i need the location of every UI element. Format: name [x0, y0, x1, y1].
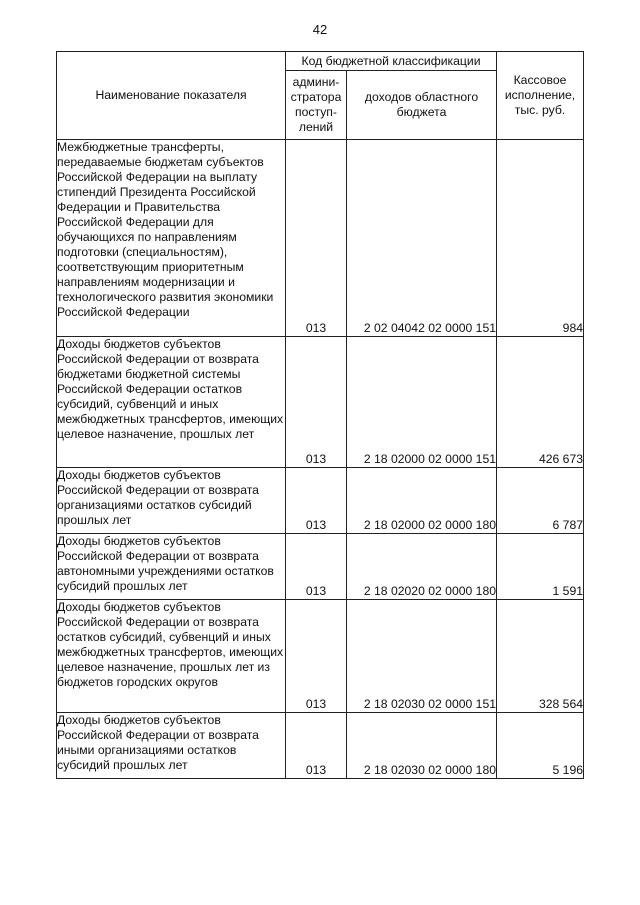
row-income-code: 2 18 02000 02 0000 180	[347, 468, 497, 534]
row-income-code: 2 18 02020 02 0000 180	[347, 534, 497, 600]
row-name: Доходы бюджетов субъектов Российской Федерации от возврата организациями остатков субсидий прошлых лет	[57, 468, 286, 534]
table-row	[57, 600, 584, 713]
table-row	[57, 140, 584, 337]
row-amount: 1 591	[497, 534, 584, 600]
row-amount: 426 673	[497, 337, 584, 468]
row-name: Межбюджетные трансферты, передаваемые бюджетам субъектов Российской Федерации на выплату стипендий Президента Российской Федерации и Правительства Российской Федерации для обучающихся по направлениям подготовки (специальностям), соответствующим приоритетным направлениям модернизации и технологического развития экономики Российской Федерации	[57, 140, 286, 337]
row-income-code: 2 18 02000 02 0000 151	[347, 337, 497, 468]
table-row	[57, 713, 584, 779]
row-name: Доходы бюджетов субъектов Российской Федерации от возврата иными организациями остатков субсидий прошлых лет	[57, 713, 286, 779]
table-row	[57, 468, 584, 534]
header-income: доходов областного бюджета	[347, 71, 497, 140]
row-income-code: 2 02 04042 02 0000 151	[347, 140, 497, 337]
table-row	[57, 337, 584, 468]
row-admin-code: 013	[286, 140, 347, 337]
page-number: 42	[312, 22, 328, 37]
row-admin-code: 013	[286, 534, 347, 600]
table-header	[57, 52, 584, 140]
header-name: Наименование показателя	[57, 52, 286, 140]
row-amount: 328 564	[497, 600, 584, 713]
row-name: Доходы бюджетов субъектов Российской Федерации от возврата автономными учреждениями остатков субсидий прошлых лет	[57, 534, 286, 600]
header-amount: Кассовое исполнение, тыс. руб.	[497, 52, 584, 140]
row-admin-code: 013	[286, 713, 347, 779]
header-admin: админи-стратора поступ-лений	[286, 71, 347, 140]
row-admin-code: 013	[286, 337, 347, 468]
row-name: Доходы бюджетов субъектов Российской Федерации от возврата остатков субсидий, субвенций и иных межбюджетных трансфертов, имеющих целевое назначение, прошлых лет из бюджетов городских округов	[57, 600, 286, 713]
table-row	[57, 534, 584, 600]
row-name: Доходы бюджетов субъектов Российской Федерации от возврата бюджетами бюджетной системы Российской Федерации остатков субсидий, субвенций и иных межбюджетных трансфертов, имеющих целевое назначение, прошлых лет	[57, 337, 286, 468]
row-income-code: 2 18 02030 02 0000 151	[347, 600, 497, 713]
header-code-group: Код бюджетной классификации	[286, 52, 497, 71]
row-amount: 984	[497, 140, 584, 337]
row-income-code: 2 18 02030 02 0000 180	[347, 713, 497, 779]
row-admin-code: 013	[286, 600, 347, 713]
row-amount: 6 787	[497, 468, 584, 534]
budget-table	[56, 51, 584, 779]
row-admin-code: 013	[286, 468, 347, 534]
row-amount: 5 196	[497, 713, 584, 779]
